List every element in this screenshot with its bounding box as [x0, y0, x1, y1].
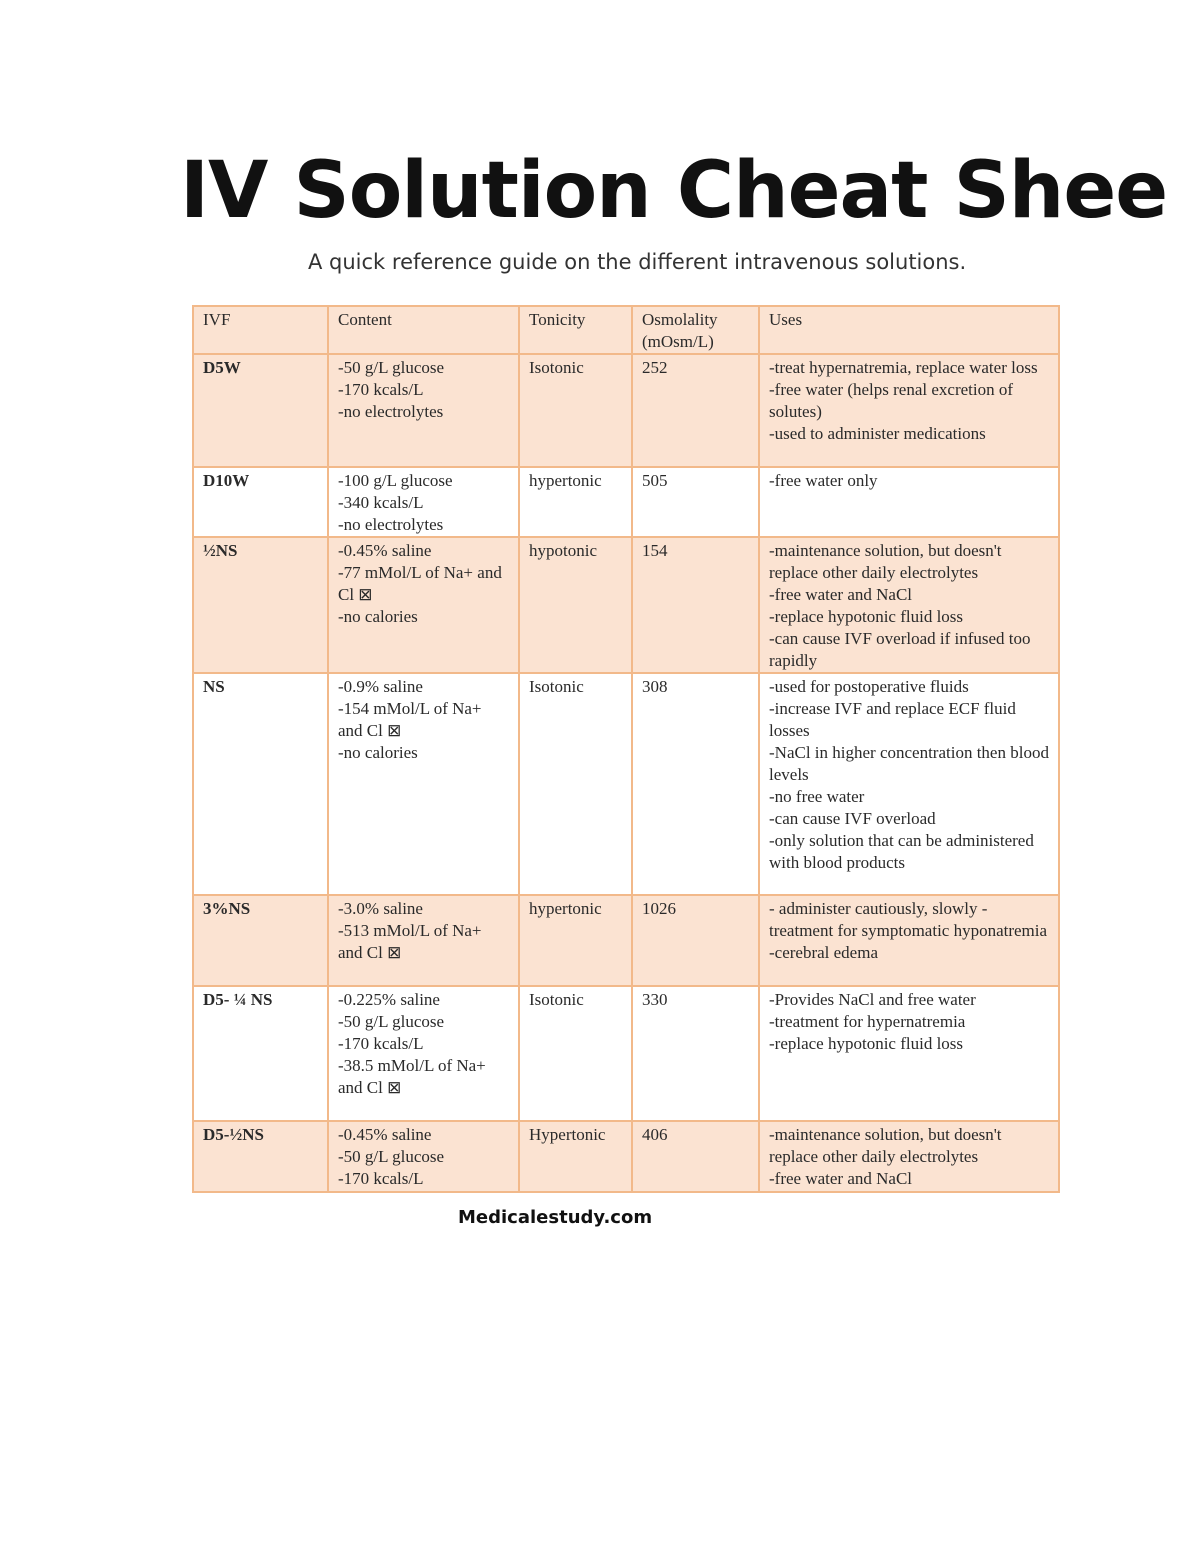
ivf-name-cell: NS: [193, 673, 328, 895]
table-row: [193, 467, 1059, 537]
cell-line: -170 kcals/L: [338, 1034, 424, 1053]
table-row: [193, 895, 1059, 986]
cell-line: -cerebral edema: [769, 943, 878, 962]
tonicity-cell: hypertonic: [519, 467, 632, 537]
cell-line: -100 g/L glucose: [338, 471, 453, 490]
cell-line: -0.45% saline: [338, 541, 432, 560]
tonicity-cell: Isotonic: [519, 986, 632, 1121]
cell-line: -3.0% saline: [338, 899, 423, 918]
cell-line: -no free water: [769, 787, 865, 806]
tonicity-cell: Isotonic: [519, 673, 632, 895]
content-cell: [328, 986, 519, 1121]
cell-line: -used for postoperative fluids: [769, 677, 969, 696]
cell-line: -no calories: [338, 607, 418, 626]
tonicity-cell: Hypertonic: [519, 1121, 632, 1192]
osmolality-cell: 308: [632, 673, 759, 895]
cell-line: -340 kcals/L: [338, 493, 424, 512]
cell-line: -maintenance solution, but doesn't replace other daily electrolytes: [769, 541, 1002, 582]
ivf-name-cell: D5- ¼ NS: [193, 986, 328, 1121]
table-row: [193, 354, 1059, 467]
content-cell: [328, 537, 519, 673]
cell-line: -0.9% saline: [338, 677, 423, 696]
table-row: [193, 537, 1059, 673]
table-row: [193, 986, 1059, 1121]
content-cell: [328, 354, 519, 467]
uses-cell: [759, 354, 1059, 467]
cell-line: -0.45% saline: [338, 1125, 432, 1144]
uses-cell: [759, 986, 1059, 1121]
content-cell: [328, 1121, 519, 1192]
uses-cell: [759, 537, 1059, 673]
cell-line: -free water only: [769, 471, 878, 490]
cell-line: -no electrolytes: [338, 515, 444, 534]
cell-line: -154 mMol/L of Na+ and Cl ⊠: [338, 699, 482, 740]
iv-solution-table: [192, 305, 1060, 1193]
header-cell-uses: Uses: [759, 306, 1059, 354]
cell-line: -treat hypernatremia, replace water loss: [769, 358, 1038, 377]
cell-line: -used to administer medications: [769, 424, 986, 443]
cell-line: -Provides NaCl and free water: [769, 990, 976, 1009]
cell-line: -170 kcals/L: [338, 380, 424, 399]
cell-line: -free water and NaCl: [769, 585, 913, 604]
uses-cell: [759, 673, 1059, 895]
cell-line: -513 mMol/L of Na+ and Cl ⊠: [338, 921, 482, 962]
table-row: [193, 1121, 1059, 1192]
page-subtitle: A quick reference guide on the different intravenous solutions.: [308, 250, 967, 274]
cell-line: -can cause IVF overload: [769, 809, 936, 828]
tonicity-cell: hypertonic: [519, 895, 632, 986]
cell-line: -no calories: [338, 743, 418, 762]
cell-line: -50 g/L glucose: [338, 1147, 445, 1166]
header-cell-content: Content: [328, 306, 519, 354]
content-cell: [328, 673, 519, 895]
cell-line: -treatment for hypernatremia: [769, 1012, 966, 1031]
cell-line: -can cause IVF overload if infused too rapidly: [769, 629, 1031, 670]
cell-line: -50 g/L glucose: [338, 1012, 445, 1031]
osmolality-cell: 154: [632, 537, 759, 673]
page-title: IV Solution Cheat Shee: [180, 146, 1168, 236]
cell-line: -77 mMol/L of Na+ and Cl ⊠: [338, 563, 502, 604]
ivf-name-cell: D10W: [193, 467, 328, 537]
osmolality-cell: 252: [632, 354, 759, 467]
cell-line: -increase IVF and replace ECF fluid losses: [769, 699, 1016, 740]
cell-line: -maintenance solution, but doesn't replace other daily electrolytes: [769, 1125, 1002, 1166]
footer-source: Medicalestudy.com: [458, 1207, 653, 1228]
tonicity-cell: Isotonic: [519, 354, 632, 467]
cell-line: -replace hypotonic fluid loss: [769, 607, 964, 626]
header-cell-osmolality: Osmolality (mOsm/L): [632, 306, 759, 354]
osmolality-cell: 1026: [632, 895, 759, 986]
content-cell: [328, 467, 519, 537]
content-cell: [328, 895, 519, 986]
cell-line: -only solution that can be administered with blood products: [769, 831, 1034, 872]
cell-line: -50 g/L glucose: [338, 358, 445, 377]
uses-cell: [759, 1121, 1059, 1192]
cell-line: -free water and NaCl: [769, 1169, 913, 1188]
ivf-name-cell: ½NS: [193, 537, 328, 673]
cell-line: - administer cautiously, slowly - treatment for symptomatic hyponatremia: [769, 899, 1048, 940]
osmolality-cell: 505: [632, 467, 759, 537]
cell-line: -replace hypotonic fluid loss: [769, 1034, 964, 1053]
table-header-row: [193, 306, 1059, 354]
header-cell-ivf: IVF: [193, 306, 328, 354]
cell-line: -170 kcals/L: [338, 1169, 424, 1188]
header-cell-tonicity: Tonicity: [519, 306, 632, 354]
cell-line: -NaCl in higher concentration then blood levels: [769, 743, 1049, 784]
ivf-name-cell: D5-½NS: [193, 1121, 328, 1192]
table-row: [193, 673, 1059, 895]
ivf-name-cell: D5W: [193, 354, 328, 467]
uses-cell: [759, 895, 1059, 986]
uses-cell: [759, 467, 1059, 537]
cell-line: -no electrolytes: [338, 402, 444, 421]
ivf-name-cell: 3%NS: [193, 895, 328, 986]
cell-line: -0.225% saline: [338, 990, 440, 1009]
osmolality-cell: 406: [632, 1121, 759, 1192]
cell-line: -free water (helps renal excretion of solutes): [769, 380, 1014, 421]
cell-line: -38.5 mMol/L of Na+ and Cl ⊠: [338, 1056, 486, 1097]
table-body: [193, 306, 1059, 1192]
osmolality-cell: 330: [632, 986, 759, 1121]
tonicity-cell: hypotonic: [519, 537, 632, 673]
